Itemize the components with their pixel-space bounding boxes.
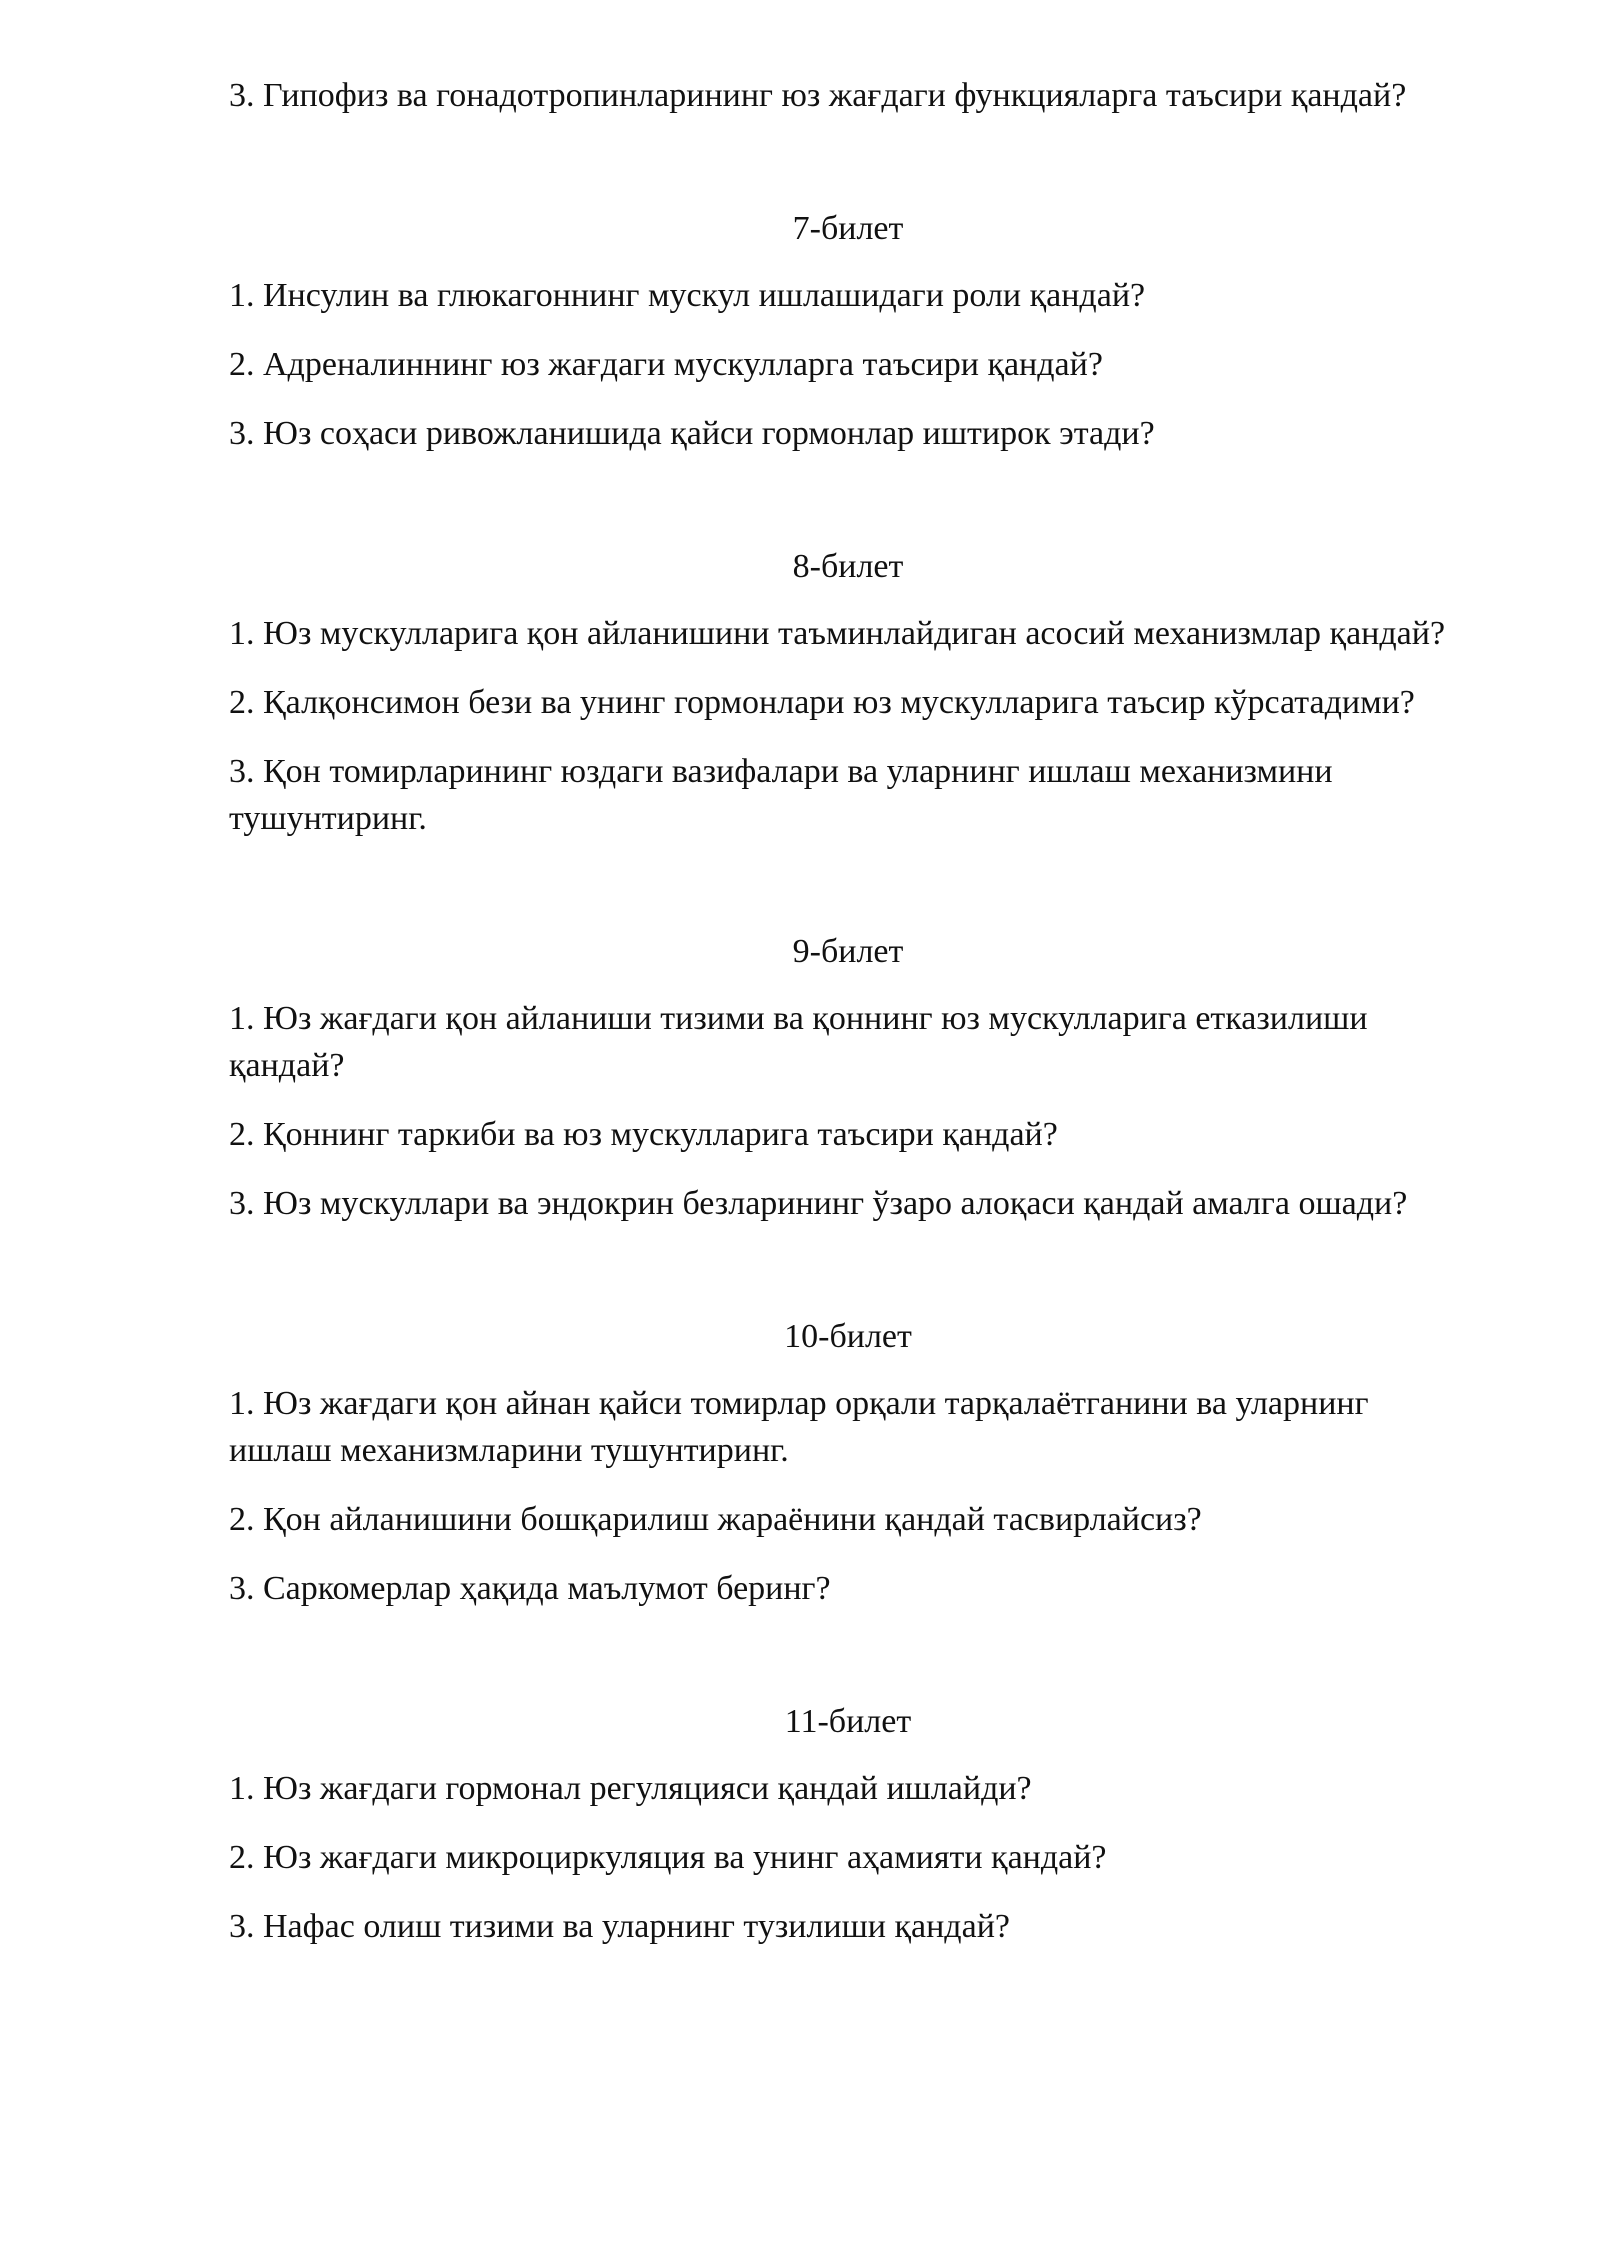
ticket-question: 2. Қон айланишини бошқарилиш жараёнини қандай тасвирлайсиз? [229, 1501, 1202, 1538]
ticket-question: 3. Саркомерлар ҳақида маълумот беринг? [229, 1570, 831, 1607]
leading-question: 3. Гипофиз ва гонадотропинларининг юз жағдаги функцияларга таъсири қандай? [229, 77, 1407, 114]
ticket-question: 2. Юз жағдаги микроциркуляция ва унинг аҳамияти қандай? [229, 1839, 1107, 1876]
ticket-question: 1. Юз жағдаги қон айнан қайси томирлар орқали тарқалаётганини ва уларнинг ишлаш механизмларини тушунтиринг. [229, 1385, 1369, 1469]
ticket-question: 3. Юз мускуллари ва эндокрин безларининг ўзаро алоқаси қандай амалга ошади? [229, 1185, 1408, 1222]
ticket-question: 2. Қоннинг таркиби ва юз мускулларига таъсири қандай? [229, 1116, 1058, 1153]
ticket-question: 1. Юз жағдаги қон айланиши тизими ва қоннинг юз мускулларига етказилиши қандай? [229, 1000, 1368, 1084]
document-content [229, 72, 1479, 1950]
ticket-question: 2. Адреналиннинг юз жағдаги мускулларга таъсири қандай? [229, 346, 1103, 383]
ticket-question: 3. Нафас олиш тизими ва уларнинг тузилиши қандай? [229, 1908, 1010, 1945]
ticket-title: 10-билет [784, 1318, 912, 1355]
ticket-question: 1. Юз жағдаги гормонал регуляцияси қандай ишлайди? [229, 1770, 1032, 1807]
ticket-title: 8-билет [792, 548, 904, 585]
ticket-question: 3. Юз соҳаси ривожланишида қайси гормонлар иштирок этади? [229, 415, 1155, 452]
ticket-title: 7-билет [792, 210, 904, 247]
ticket-question: 1. Инсулин ва глюкагоннинг мускул ишлашидаги роли қандай? [229, 277, 1146, 314]
ticket-7 [229, 205, 1479, 457]
ticket-question: 3. Қон томирларининг юздаги вазифалари ва уларнинг ишлаш механизмини тушунтиринг. [229, 753, 1333, 837]
ticket-9 [229, 928, 1479, 1227]
ticket-11 [229, 1698, 1479, 1950]
ticket-title: 9-билет [792, 933, 904, 970]
ticket-10 [229, 1313, 1479, 1612]
ticket-8 [229, 543, 1479, 842]
ticket-question: 2. Қалқонсимон бези ва унинг гормонлари юз мускулларига таъсир кўрсатадими? [229, 684, 1415, 721]
ticket-title: 11-билет [784, 1703, 912, 1740]
ticket-question: 1. Юз мускулларига қон айланишини таъминлайдиган асосий механизмлар қандай? [229, 615, 1446, 652]
